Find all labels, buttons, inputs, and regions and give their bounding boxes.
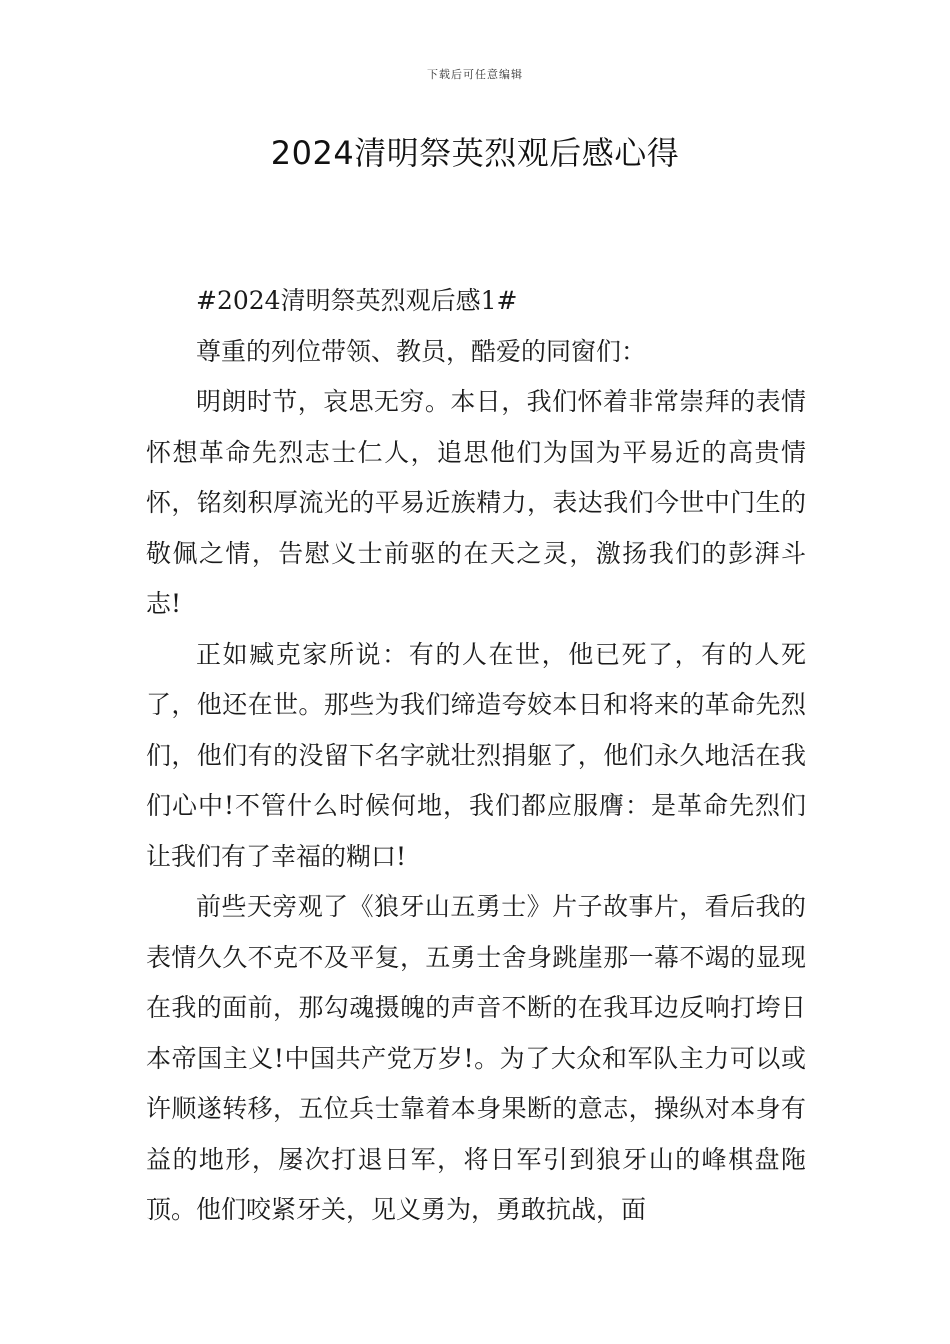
salutation: 尊重的列位带领、教员，酷爱的同窗们： (196, 336, 647, 366)
body-paragraph: 前些天旁观了《狼牙山五勇士》片子故事片，看后我的表情久久不克不及平复，五勇士舍身跳崖那一幕不竭的显现在我的面前，那勾魂摄魄的声音不断的在我耳边反响打垮日本帝国主义!中国共产党万岁!。为了大众和军队主力可以或许顺遂转移，五位兵士靠着本身果断的意志，操纵对本身有益的地形，屡次打退日军，将日军引到狼牙山的峰棋盘陁顶。他们咬紧牙关，见义勇为，勇敢抗战，面 (146, 892, 806, 1224)
body-paragraph: 明朗时节，哀思无穷。本日，我们怀着非常崇拜的表情怀想革命先烈志士仁人，追思他们为国为平易近的高贵情怀，铭刻积厚流光的平易近族精力，表达我们今世中门生的敬佩之情，告慰义士前驱的在天之灵，激扬我们的彭湃斗志! (146, 387, 806, 618)
body-paragraph: 正如臧克家所说：有的人在世，他已死了，有的人死了，他还在世。那些为我们缔造夸姣本日和将来的革命先烈们，他们有的没留下名字就壮烈捐躯了，他们永久地活在我们心中!不管什么时候何地，我们都应服膺：是革命先烈们让我们有了幸福的糊口! (146, 639, 806, 871)
header-note: 下载后可任意编辑 (427, 68, 523, 81)
section-heading: #2024清明祭英烈观后感1# (196, 286, 518, 315)
document-title: 2024清明祭英烈观后感心得 (270, 134, 680, 172)
document-body (146, 276, 806, 1236)
